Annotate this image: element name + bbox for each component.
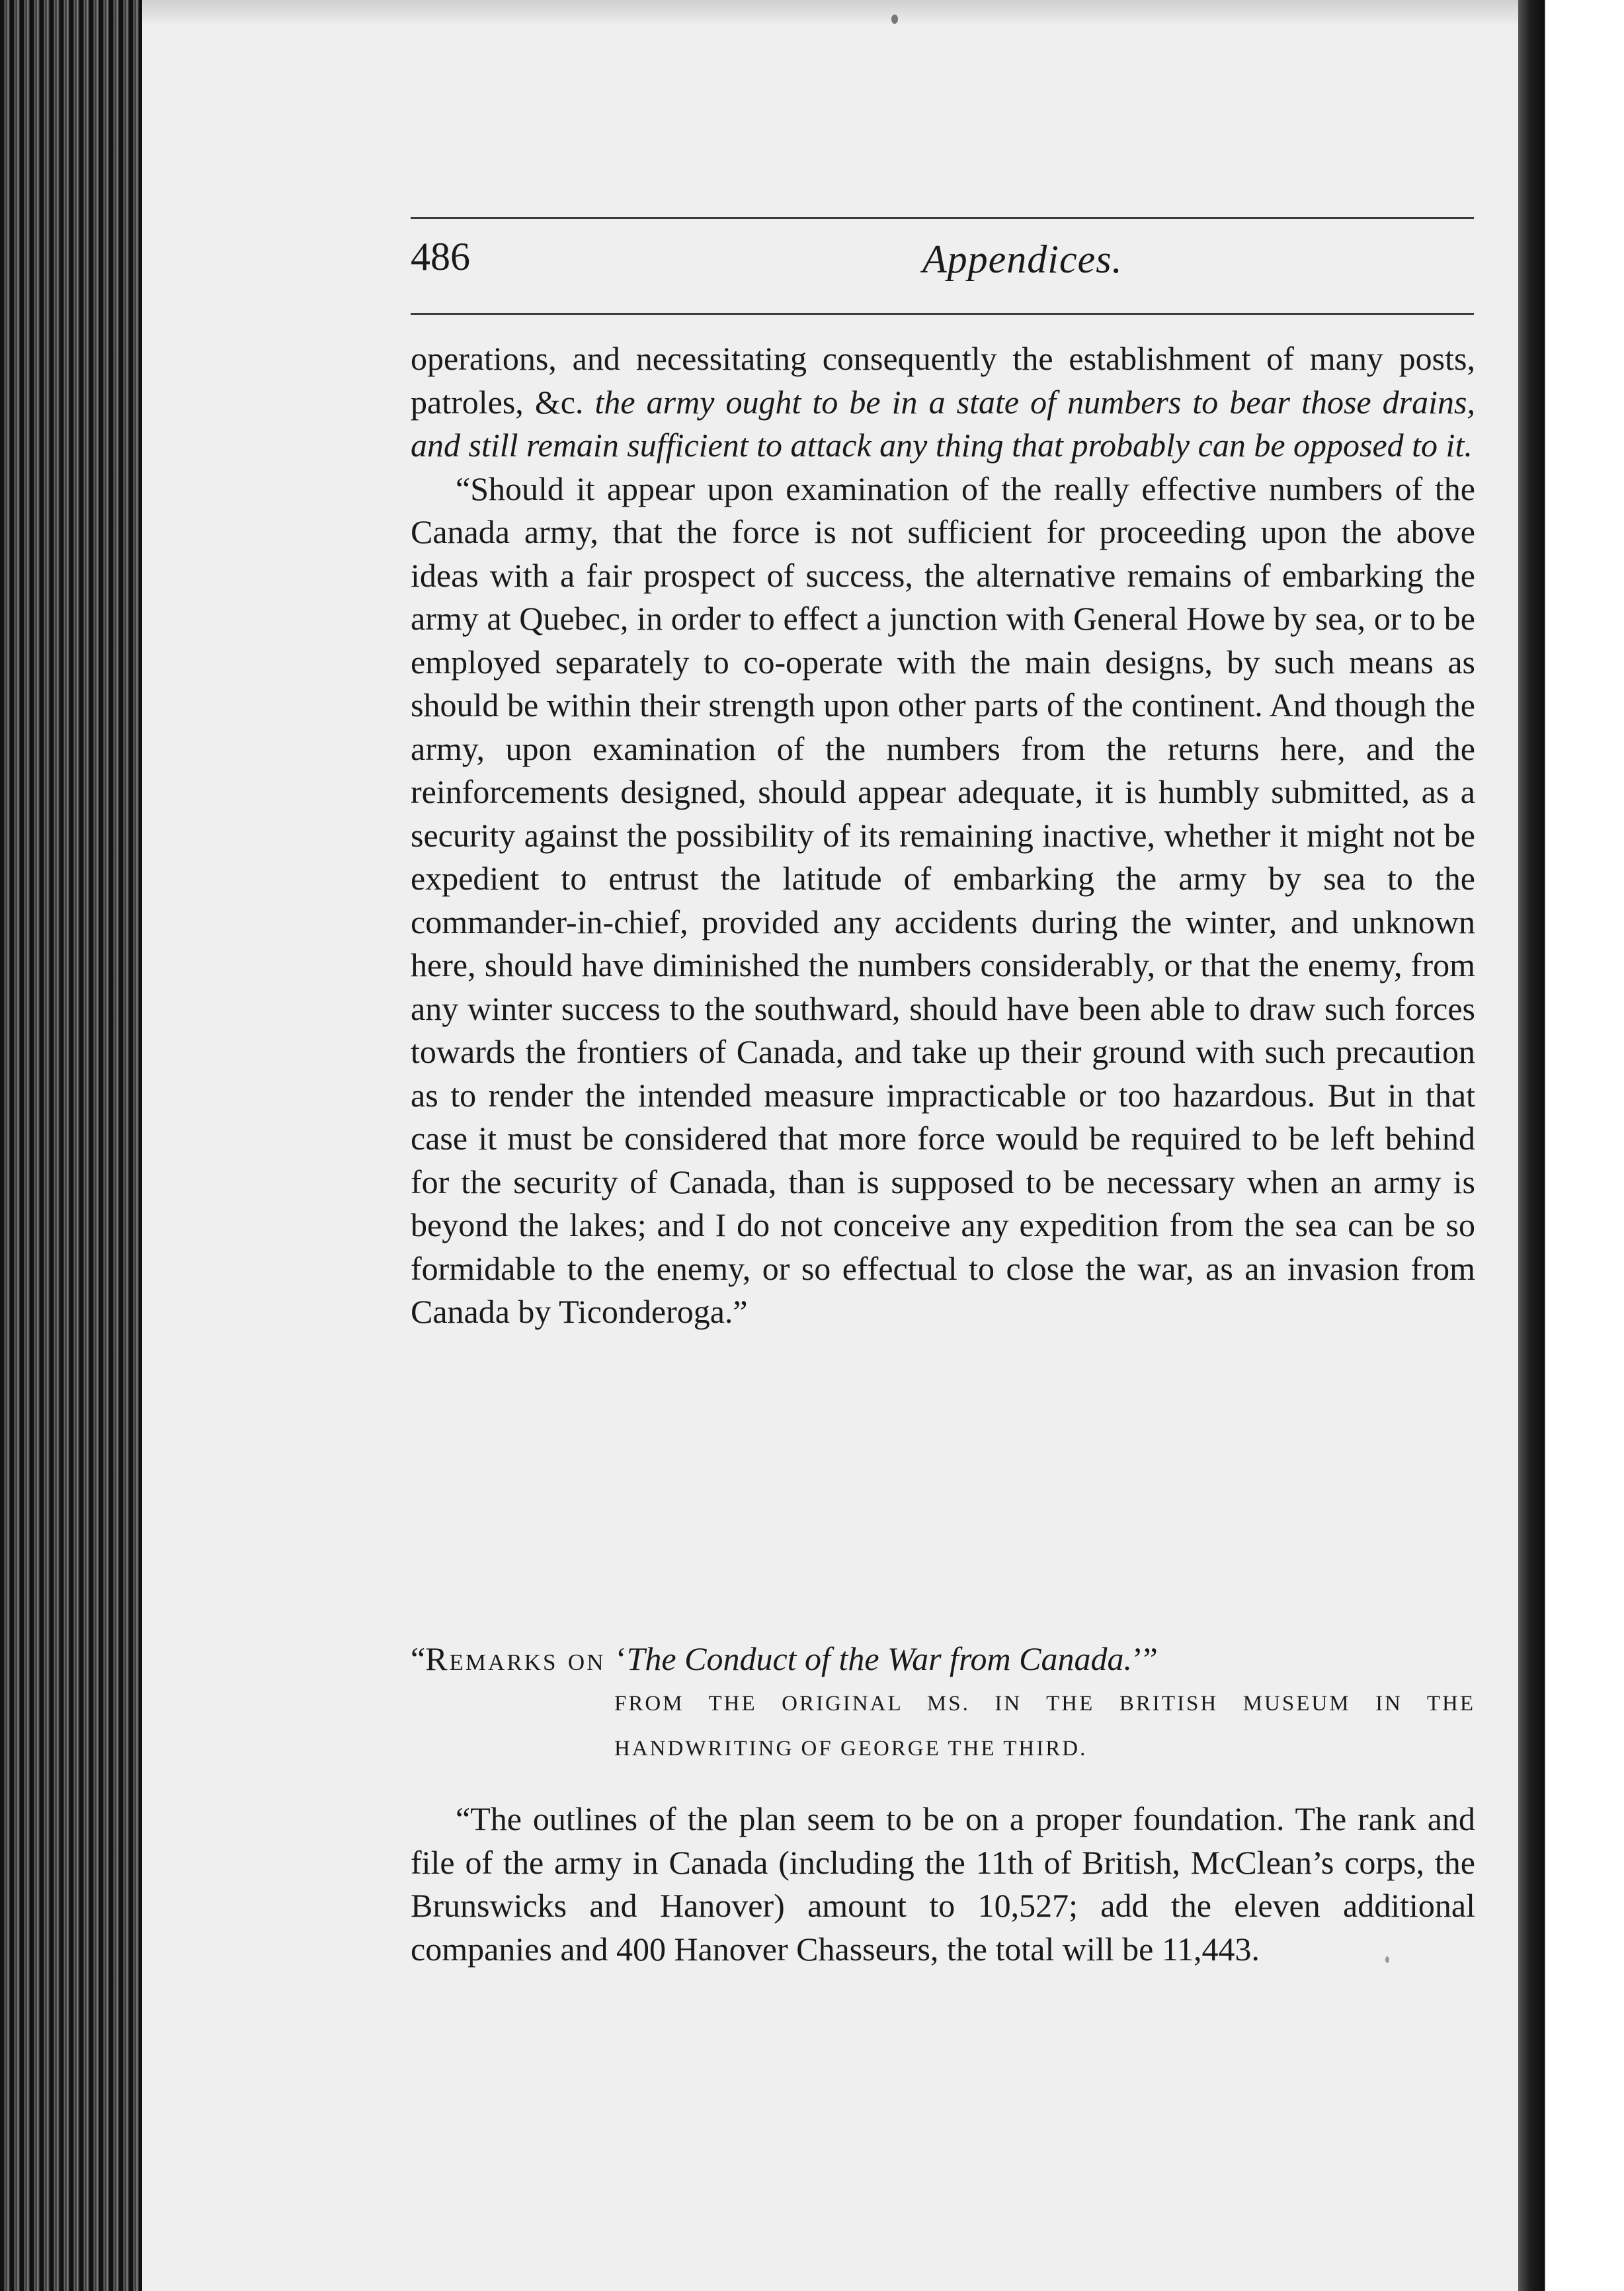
paragraph-should-it-appear: “Should it appear upon examination of the really effective numbers of the Canada army, that the force is not sufficient for proceeding upon the above ideas with a fair prospect of success, the alternative remains of embarking the army at Quebec, in order to effect a junction with General Howe by sea, or to be employed separately to co-operate with the main designs, by such means as should be within their strength upon other parts of the continent. And though the army, upon examination of the numbers from the returns here, and the reinforcements designed, should appear adequate, it is humbly submitted, as a security against the possibility of its remaining inactive, whether it might not be expedient to entrust the latitude of embarking the army by sea to the commander-in-chief, provided any accidents during the winter, and unknown here, should have diminished the numbers considerably, or that the enemy, from any winter success to the southward, should have been able to draw such forces towards the frontiers of Canada, and take up their ground with such precaution as to render the intended measure impracticable or too hazardous. But in that case it must be considered that more force would be required to be left behind for the security of Canada, than is supposed to be necessary when an army is beyond the lakes; and I do not conceive any expedition from the sea can be so formidable to the enemy, or so effectual to close the war, as an invasion from Canada by Ticonderoga.” xyxy=(411,470,1475,1330)
remarks-heading xyxy=(411,1636,1475,1771)
paragraph-continuation-italic: the army ought to be in a state of numbers to bear those drains, and still remain sufficient to attack any thing that probably can be opposed to it. xyxy=(411,383,1475,464)
scan-speck xyxy=(1385,1956,1389,1963)
remarks-title-close: ’” xyxy=(1132,1640,1158,1677)
main-text xyxy=(411,337,1475,1334)
book-page xyxy=(142,0,1518,2291)
remarks-on-label: Remarks on xyxy=(425,1640,616,1677)
remarks-title: The Conduct of the War from Canada. xyxy=(626,1640,1133,1677)
paragraph-continuation xyxy=(411,337,1475,468)
header-rule-top xyxy=(411,217,1474,219)
running-head: Appendices. xyxy=(922,237,1123,281)
page-top-shadow xyxy=(142,0,1518,26)
scan-left-edge xyxy=(0,0,142,2291)
paragraph-continuation-roman: operations, and necessitating consequently the establishment of many posts, patroles, &c. xyxy=(411,340,1475,421)
paragraph-outlines-of-plan: “The outlines of the plan seem to be on a proper foundation. The rank and file of the army in Canada (including the 11th of British, McClean’s corps, the Brunswicks and Hanover) amount to 10,527; add the eleven additional companies and 400 Hanover Chasseurs, the total will be 11,443. xyxy=(411,1800,1475,1968)
remarks-title-open: ‘ xyxy=(615,1640,627,1677)
remarks-subtitle: FROM THE ORIGINAL MS. IN THE BRITISH MUSEUM IN THE HANDWRITING OF GEORGE THE THIRD. xyxy=(614,1692,1475,1761)
page-number: 486 xyxy=(411,235,470,278)
scan-speck xyxy=(891,15,898,24)
remarks-open-quote: “ xyxy=(411,1640,426,1677)
scan-right-edge xyxy=(1518,0,1624,2291)
remarks-text xyxy=(411,1798,1475,1971)
header-rule-bottom xyxy=(411,313,1474,315)
